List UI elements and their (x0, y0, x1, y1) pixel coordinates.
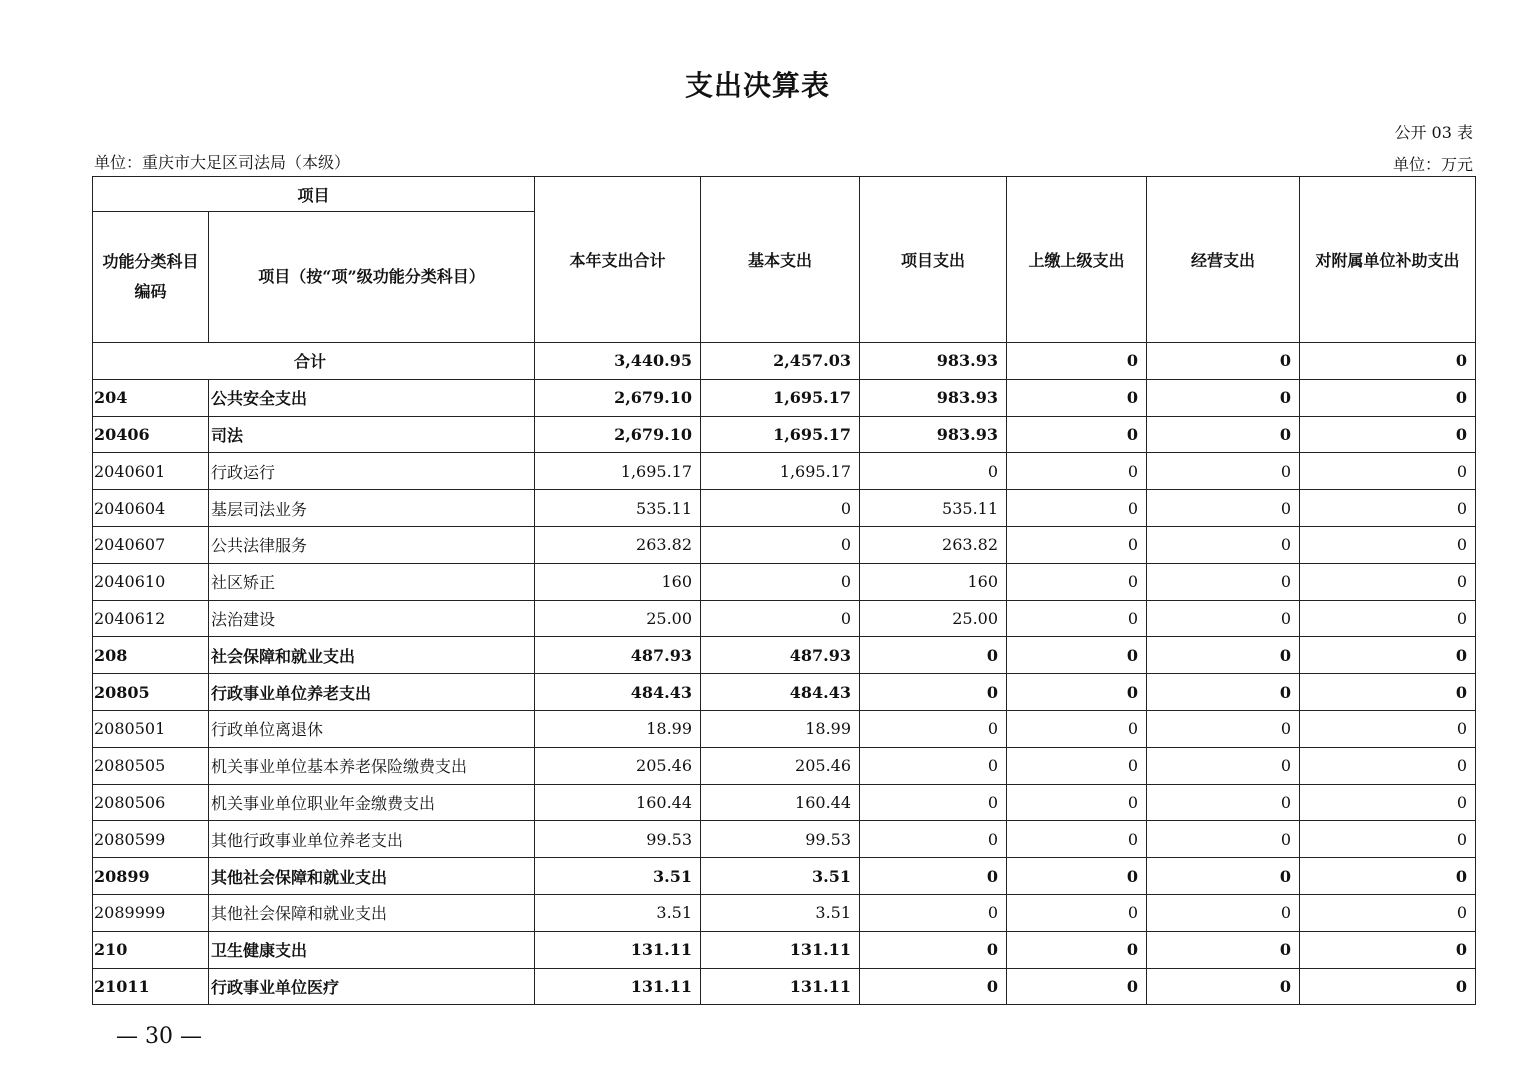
cell-name: 其他社会保障和就业支出 (209, 894, 535, 931)
cell-basic: 18.99 (701, 710, 860, 747)
cell-upper: 0 (1007, 563, 1147, 600)
table-row (93, 637, 1476, 674)
header-name: 项目（按“项”级功能分类科目） (209, 212, 535, 343)
cell-business: 0 (1147, 821, 1300, 858)
cell-total: 160.44 (535, 784, 701, 821)
cell-code: 20899 (93, 858, 209, 895)
cell-total: 205.46 (535, 747, 701, 784)
cell-basic: 0 (701, 600, 860, 637)
cell-code: 204 (93, 379, 209, 416)
cell-project: 983.93 (860, 416, 1007, 453)
cell-subsidy: 0 (1300, 858, 1476, 895)
table-row (93, 821, 1476, 858)
cell-subsidy: 0 (1300, 379, 1476, 416)
cell-business: 0 (1147, 674, 1300, 711)
table-row (93, 747, 1476, 784)
cell-name: 其他行政事业单位养老支出 (209, 821, 535, 858)
cell-business: 0 (1147, 563, 1300, 600)
cell-total: 25.00 (535, 600, 701, 637)
cell-code: 2080506 (93, 784, 209, 821)
cell-business: 0 (1147, 637, 1300, 674)
cell-project: 0 (860, 710, 1007, 747)
cell-total: 3.51 (535, 894, 701, 931)
total-subsidy: 0 (1300, 343, 1476, 380)
cell-business: 0 (1147, 453, 1300, 490)
cell-upper: 0 (1007, 821, 1147, 858)
cell-subsidy: 0 (1300, 747, 1476, 784)
cell-subsidy: 0 (1300, 600, 1476, 637)
cell-code: 2040607 (93, 526, 209, 563)
cell-name: 行政事业单位养老支出 (209, 674, 535, 711)
cell-total: 131.11 (535, 968, 701, 1005)
cell-project: 0 (860, 674, 1007, 711)
cell-subsidy: 0 (1300, 931, 1476, 968)
cell-business: 0 (1147, 416, 1300, 453)
table-row (93, 453, 1476, 490)
header-total: 本年支出合计 (535, 177, 701, 343)
cell-upper: 0 (1007, 490, 1147, 527)
cell-business: 0 (1147, 858, 1300, 895)
cell-project: 0 (860, 784, 1007, 821)
cell-subsidy: 0 (1300, 968, 1476, 1005)
cell-name: 机关事业单位职业年金缴费支出 (209, 784, 535, 821)
cell-upper: 0 (1007, 931, 1147, 968)
cell-basic: 487.93 (701, 637, 860, 674)
cell-subsidy: 0 (1300, 416, 1476, 453)
cell-subsidy: 0 (1300, 563, 1476, 600)
cell-project: 0 (860, 931, 1007, 968)
cell-business: 0 (1147, 490, 1300, 527)
cell-subsidy: 0 (1300, 710, 1476, 747)
cell-name: 司法 (209, 416, 535, 453)
cell-name: 机关事业单位基本养老保险缴费支出 (209, 747, 535, 784)
expenditure-table (92, 176, 1476, 1005)
header-business: 经营支出 (1147, 177, 1300, 343)
header-upper: 上缴上级支出 (1007, 177, 1147, 343)
cell-project: 0 (860, 747, 1007, 784)
cell-project: 535.11 (860, 490, 1007, 527)
cell-code: 2089999 (93, 894, 209, 931)
cell-code: 2040610 (93, 563, 209, 600)
cell-code: 21011 (93, 968, 209, 1005)
table-row (93, 894, 1476, 931)
cell-code: 20406 (93, 416, 209, 453)
cell-name: 行政运行 (209, 453, 535, 490)
table-row (93, 379, 1476, 416)
total-label: 合计 (93, 343, 535, 380)
cell-name: 其他社会保障和就业支出 (209, 858, 535, 895)
cell-project: 983.93 (860, 379, 1007, 416)
total-sum: 3,440.95 (535, 343, 701, 380)
cell-code: 2040612 (93, 600, 209, 637)
cell-upper: 0 (1007, 747, 1147, 784)
cell-code: 210 (93, 931, 209, 968)
cell-basic: 160.44 (701, 784, 860, 821)
cell-project: 0 (860, 821, 1007, 858)
cell-subsidy: 0 (1300, 894, 1476, 931)
cell-business: 0 (1147, 931, 1300, 968)
cell-name: 公共法律服务 (209, 526, 535, 563)
cell-business: 0 (1147, 379, 1300, 416)
cell-basic: 99.53 (701, 821, 860, 858)
table-row (93, 416, 1476, 453)
table-row (93, 674, 1476, 711)
table-row (93, 526, 1476, 563)
cell-code: 208 (93, 637, 209, 674)
cell-total: 99.53 (535, 821, 701, 858)
cell-upper: 0 (1007, 894, 1147, 931)
table-row (93, 710, 1476, 747)
cell-total: 263.82 (535, 526, 701, 563)
total-basic: 2,457.03 (701, 343, 860, 380)
cell-total: 535.11 (535, 490, 701, 527)
total-business: 0 (1147, 343, 1300, 380)
cell-subsidy: 0 (1300, 674, 1476, 711)
cell-basic: 484.43 (701, 674, 860, 711)
cell-subsidy: 0 (1300, 821, 1476, 858)
table-row (93, 563, 1476, 600)
cell-basic: 1,695.17 (701, 453, 860, 490)
cell-total: 18.99 (535, 710, 701, 747)
cell-total: 2,679.10 (535, 416, 701, 453)
cell-upper: 0 (1007, 674, 1147, 711)
cell-basic: 0 (701, 490, 860, 527)
cell-name: 法治建设 (209, 600, 535, 637)
header-project: 项目支出 (860, 177, 1007, 343)
cell-business: 0 (1147, 710, 1300, 747)
cell-basic: 131.11 (701, 968, 860, 1005)
cell-total: 484.43 (535, 674, 701, 711)
cell-total: 131.11 (535, 931, 701, 968)
currency-unit: 单位：万元 (1392, 155, 1473, 174)
cell-upper: 0 (1007, 416, 1147, 453)
total-project: 983.93 (860, 343, 1007, 380)
cell-basic: 131.11 (701, 931, 860, 968)
cell-code: 2080505 (93, 747, 209, 784)
cell-upper: 0 (1007, 600, 1147, 637)
page-title: 支出决算表 (684, 69, 830, 102)
cell-project: 25.00 (860, 600, 1007, 637)
header-subsidy: 对附属单位补助支出 (1300, 177, 1476, 343)
cell-code: 2080501 (93, 710, 209, 747)
table-row (93, 931, 1476, 968)
cell-total: 2,679.10 (535, 379, 701, 416)
cell-code: 2080599 (93, 821, 209, 858)
table-row (93, 490, 1476, 527)
cell-subsidy: 0 (1300, 784, 1476, 821)
cell-upper: 0 (1007, 526, 1147, 563)
cell-name: 卫生健康支出 (209, 931, 535, 968)
cell-business: 0 (1147, 968, 1300, 1005)
cell-basic: 1,695.17 (701, 379, 860, 416)
cell-code: 2040604 (93, 490, 209, 527)
form-number: 公开 03 表 (1394, 123, 1473, 142)
cell-project: 0 (860, 637, 1007, 674)
cell-subsidy: 0 (1300, 637, 1476, 674)
cell-project: 0 (860, 858, 1007, 895)
table-row (93, 858, 1476, 895)
cell-upper: 0 (1007, 784, 1147, 821)
total-row (93, 343, 1476, 380)
header-basic: 基本支出 (701, 177, 860, 343)
table-row (93, 784, 1476, 821)
cell-basic: 0 (701, 526, 860, 563)
cell-code: 2040601 (93, 453, 209, 490)
header-code: 功能分类科目编码 (93, 212, 209, 343)
total-upper: 0 (1007, 343, 1147, 380)
cell-business: 0 (1147, 747, 1300, 784)
cell-subsidy: 0 (1300, 453, 1476, 490)
reporting-unit: 单位：重庆市大足区司法局（本级） (94, 153, 351, 172)
cell-upper: 0 (1007, 710, 1147, 747)
cell-basic: 3.51 (701, 858, 860, 895)
cell-name: 行政单位离退休 (209, 710, 535, 747)
cell-name: 公共安全支出 (209, 379, 535, 416)
cell-upper: 0 (1007, 379, 1147, 416)
page-number: — 30 — (116, 1024, 202, 1049)
cell-subsidy: 0 (1300, 490, 1476, 527)
cell-project: 160 (860, 563, 1007, 600)
cell-total: 1,695.17 (535, 453, 701, 490)
table-row (93, 968, 1476, 1005)
cell-basic: 3.51 (701, 894, 860, 931)
cell-name: 社区矫正 (209, 563, 535, 600)
cell-total: 160 (535, 563, 701, 600)
cell-project: 0 (860, 894, 1007, 931)
cell-name: 行政事业单位医疗 (209, 968, 535, 1005)
cell-business: 0 (1147, 600, 1300, 637)
cell-total: 3.51 (535, 858, 701, 895)
cell-upper: 0 (1007, 637, 1147, 674)
cell-project: 263.82 (860, 526, 1007, 563)
cell-basic: 205.46 (701, 747, 860, 784)
cell-project: 0 (860, 453, 1007, 490)
cell-code: 20805 (93, 674, 209, 711)
cell-business: 0 (1147, 784, 1300, 821)
cell-business: 0 (1147, 526, 1300, 563)
cell-total: 487.93 (535, 637, 701, 674)
cell-name: 社会保障和就业支出 (209, 637, 535, 674)
cell-subsidy: 0 (1300, 526, 1476, 563)
header-item-group: 项目 (93, 177, 535, 212)
cell-business: 0 (1147, 894, 1300, 931)
cell-basic: 1,695.17 (701, 416, 860, 453)
table-row (93, 600, 1476, 637)
cell-upper: 0 (1007, 858, 1147, 895)
cell-upper: 0 (1007, 453, 1147, 490)
cell-upper: 0 (1007, 968, 1147, 1005)
cell-project: 0 (860, 968, 1007, 1005)
cell-basic: 0 (701, 563, 860, 600)
cell-name: 基层司法业务 (209, 490, 535, 527)
